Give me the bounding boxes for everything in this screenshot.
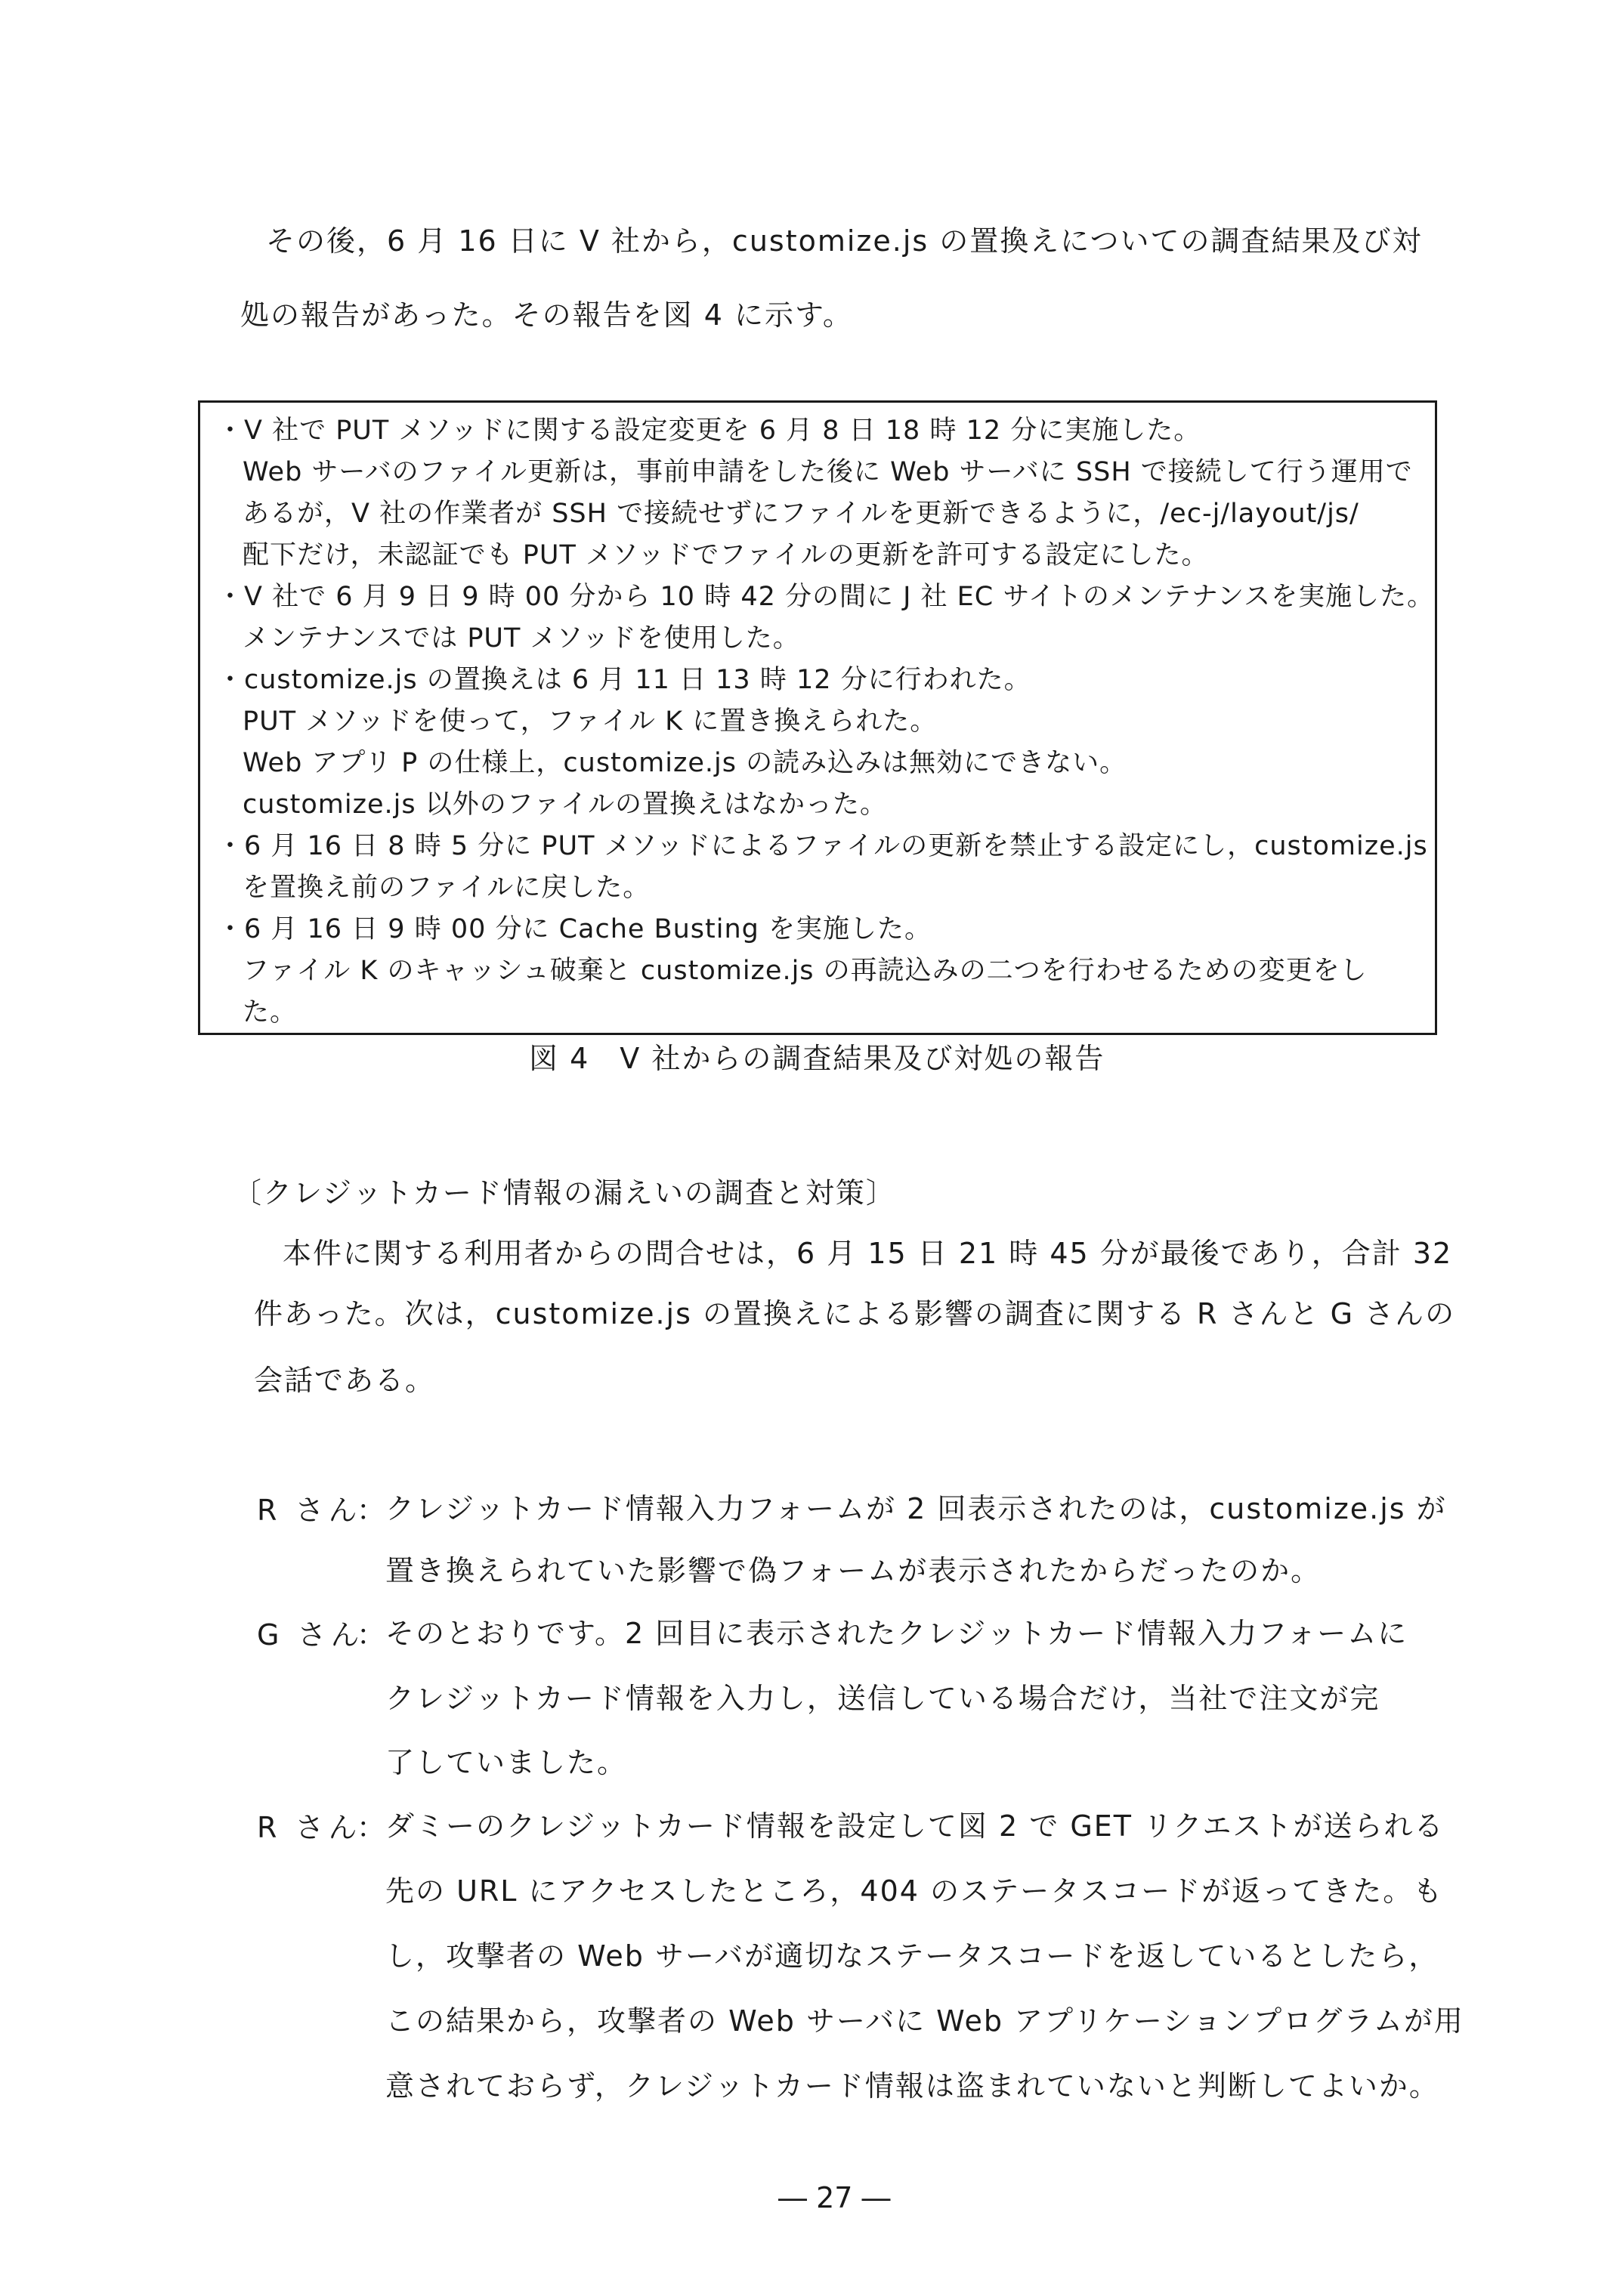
section-line-1: 本件に関する利用者からの問合せは，6 月 15 日 21 時 45 分が最後であり，合計 32 — [283, 1237, 1453, 1270]
section-line-3: 会話である。 — [254, 1364, 436, 1397]
figure-line: あるが，V 社の作業者が SSH で接続せずにファイルを更新できるように，/ec-j/layout/js/ — [243, 499, 1359, 529]
figure-line: ・6 月 16 日 8 時 5 分に PUT メソッドによるファイルの更新を禁止する設定にし，customize.js — [217, 831, 1428, 861]
figure-line: 配下だけ，未認証でも PUT メソッドでファイルの更新を許可する設定にした。 — [243, 540, 1209, 570]
speaker-colon: ： — [357, 1494, 386, 1527]
figure-line: た。 — [243, 997, 298, 1027]
dialogue-line: クレジットカード情報を入力し，送信している場合だけ，当社で注文が完 — [385, 1682, 1380, 1715]
figure-line: Web アプリ P の仕様上，customize.js の読み込みは無効にできない。 — [243, 748, 1127, 778]
section-heading: 〔クレジットカード情報の漏えいの調査と対策〕 — [233, 1176, 896, 1210]
speaker-label: R さん — [257, 1811, 362, 1844]
figure-line: ・V 社で 6 月 9 日 9 時 00 分から 10 時 42 分の間に J 社 EC サイトのメンテナンスを実施した。 — [217, 582, 1435, 612]
speaker-colon: ： — [357, 1811, 386, 1844]
intro-line-2: 処の報告があった。その報告を図 4 に示す。 — [240, 298, 853, 332]
figure-line: ・6 月 16 日 9 時 00 分に Cache Busting を実施した。 — [217, 914, 932, 944]
figure-line: ファイル K のキャッシュ破棄と customize.js の再読込みの二つを行わせるための変更をし — [243, 956, 1368, 986]
dialogue-line: 置き換えられていた影響で偽フォームが表示されたからだったのか。 — [385, 1554, 1322, 1587]
section-line-2: 件あった。次は，customize.js の置換えによる影響の調査に関する R さんと G さんの — [254, 1297, 1456, 1330]
page-number: ― 27 ― — [778, 2181, 891, 2214]
figure-line: ・customize.js の置換えは 6 月 11 日 13 時 12 分に行われた。 — [217, 665, 1031, 695]
speaker-label: G さん — [257, 1618, 364, 1652]
figure-caption: 図 4 V 社からの調査結果及び対処の報告 — [529, 1042, 1105, 1075]
speaker-colon: ： — [357, 1618, 386, 1652]
dialogue-line: し，攻撃者の Web サーバが適切なステータスコードを返しているとしたら， — [385, 1939, 1439, 1973]
dialogue-line: 意されておらず，クレジットカード情報は盗まれていないと判断してよいか。 — [385, 2069, 1439, 2103]
dialogue-line: この結果から，攻撃者の Web サーバに Web アプリケーションプログラムが用 — [385, 2004, 1464, 2038]
figure-line: PUT メソッドを使って，ファイル K に置き換えられた。 — [243, 706, 938, 737]
speaker-label: R さん — [257, 1494, 362, 1527]
dialogue-line: 先の URL にアクセスしたところ，404 のステータスコードが返ってきた。も — [385, 1874, 1444, 1908]
intro-line-1: その後，6 月 16 日に V 社から，customize.js の置換えについての調査結果及び対 — [266, 224, 1423, 258]
dialogue-line: 了していました。 — [385, 1746, 628, 1779]
figure-line: メンテナンスでは PUT メソッドを使用した。 — [243, 623, 800, 654]
figure-line: ・V 社で PUT メソッドに関する設定変更を 6 月 8 日 18 時 12 分に実施した。 — [217, 416, 1201, 446]
figure-line: customize.js 以外のファイルの置換えはなかった。 — [243, 790, 888, 820]
figure-line: を置換え前のファイルに戻した。 — [243, 873, 651, 903]
figure-line: Web サーバのファイル更新は，事前申請をした後に Web サーバに SSH で接続して行う運用で — [243, 457, 1413, 487]
dialogue-line: ダミーのクレジットカード情報を設定して図 2 で GET リクエストが送られる — [385, 1809, 1445, 1843]
figure-4-box — [198, 400, 1437, 1035]
dialogue-line: クレジットカード情報入力フォームが 2 回表示されたのは，customize.js が — [385, 1492, 1447, 1525]
dialogue-line: そのとおりです。2 回目に表示されたクレジットカード情報入力フォームに — [385, 1617, 1408, 1650]
